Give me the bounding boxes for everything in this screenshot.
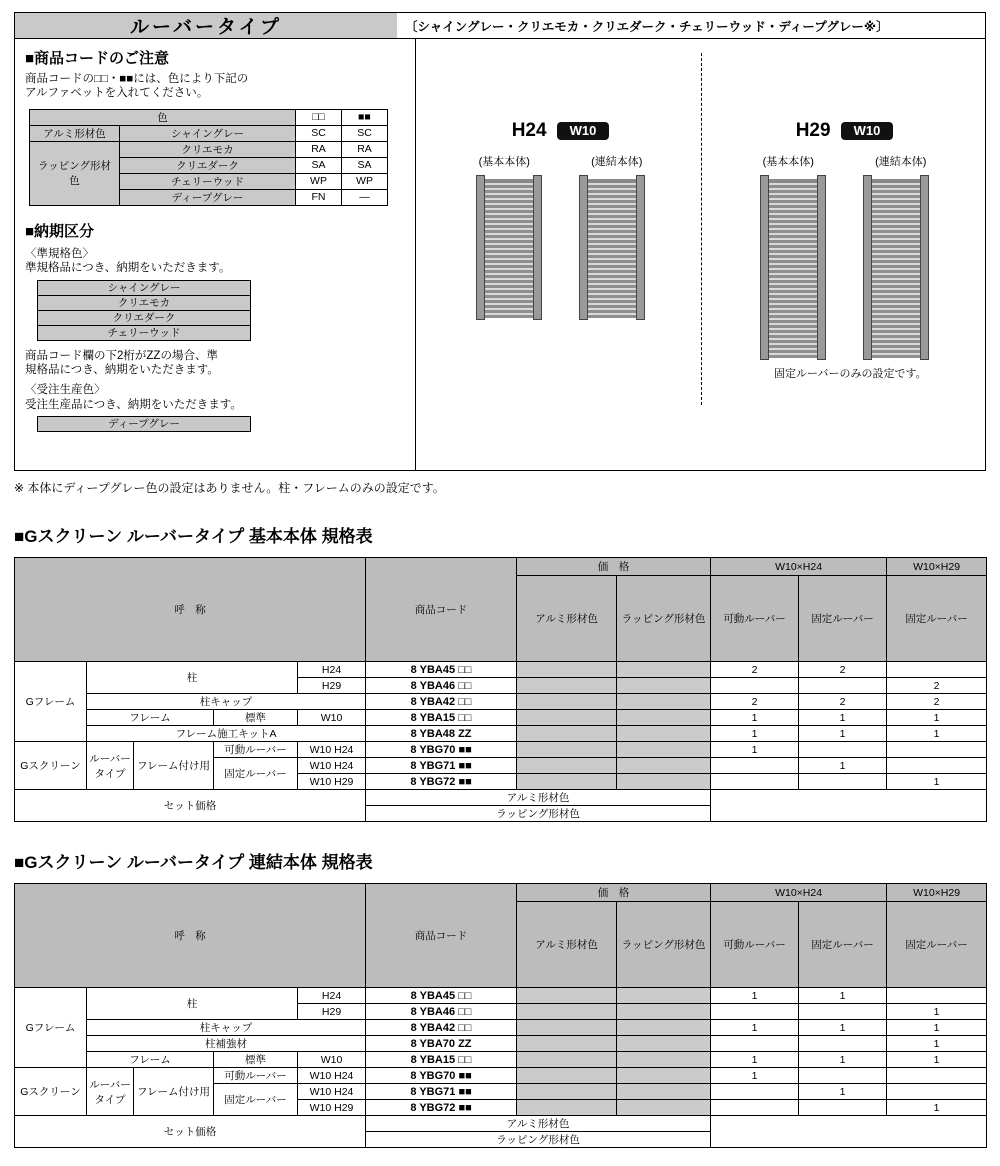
cell-price-wrapping [617, 1052, 711, 1068]
cell-qty-fixed: 1 [799, 710, 887, 726]
color-table-header-open-squares: □□ [296, 109, 342, 125]
cell-qty-fixed [799, 1036, 887, 1052]
unit-labels-row [732, 153, 957, 169]
col-header-price: 価 格 [517, 884, 711, 902]
table-row [15, 1068, 987, 1084]
cell-size: W10 H24 [298, 742, 366, 758]
cell-qty-movable [711, 1084, 799, 1100]
louver-panels-row [732, 175, 957, 360]
col-header-price: 価 格 [517, 558, 711, 576]
cell-qty-fixed-h29: 1 [887, 774, 987, 790]
color-code-filled: WP [342, 173, 388, 189]
cell-part-name: 柱補強材 [87, 1036, 366, 1052]
cell-set-price-label: セット価格 [15, 1116, 366, 1148]
cell-qty-fixed-h29 [887, 1084, 987, 1100]
color-name: シャイングレー [120, 125, 296, 141]
cell-price-aluminum [517, 1084, 617, 1100]
cell-set-aluminum: アルミ形材色 [366, 790, 711, 806]
cell-qty-fixed-h29 [887, 1068, 987, 1084]
col-header-fixed-h29: 固定ルーバー [887, 902, 987, 988]
cell-qty-fixed [799, 774, 887, 790]
cell-qty-movable: 1 [711, 1020, 799, 1036]
code-notice-line2: アルファベットを入れてください。 [25, 87, 209, 100]
louver-post [476, 175, 485, 320]
cell-product-code: 8 YBG70 ■■ [366, 1068, 517, 1084]
cell-group: Gフレーム [15, 662, 87, 742]
cell-qty-fixed-h29 [887, 988, 987, 1004]
cell-size: W10 [298, 1052, 366, 1068]
table-row [15, 1052, 987, 1068]
louver-slats [588, 179, 636, 318]
cell-price-wrapping [617, 988, 711, 1004]
cell-price-aluminum [517, 662, 617, 678]
color-code-filled: SC [342, 125, 388, 141]
cell-qty-fixed-h29: 1 [887, 1004, 987, 1020]
col-header-code: 商品コード [366, 558, 517, 662]
cell-price-wrapping [617, 1084, 711, 1100]
cell-qty-movable: 1 [711, 1052, 799, 1068]
cell-product-code: 8 YBG72 ■■ [366, 1100, 517, 1116]
cell-product-code: 8 YBA42 □□ [366, 1020, 517, 1036]
cell-price-wrapping [617, 1036, 711, 1052]
group-wrapping-label: ラッピング形材色 [30, 141, 120, 205]
base-unit-label: (基本本体) [478, 156, 530, 168]
cell-louver-type: 固定ルーバー [214, 1084, 298, 1116]
cell-price-wrapping [617, 742, 711, 758]
cell-price-aluminum [517, 1020, 617, 1036]
cell-product-code: 8 YBA15 □□ [366, 1052, 517, 1068]
cell-qty-movable [711, 1004, 799, 1020]
table-row [15, 1020, 987, 1036]
col-header-size1: W10×H24 [711, 558, 887, 576]
louver-post [533, 175, 542, 320]
cell-price-aluminum [517, 774, 617, 790]
cell-qty-movable: 1 [711, 988, 799, 1004]
cell-size: W10 H29 [298, 1100, 366, 1116]
color-code-filled: RA [342, 141, 388, 157]
title-bar [14, 12, 986, 39]
cell-qty-fixed [799, 1004, 887, 1020]
cell-set-price-label: セット価格 [15, 790, 366, 822]
cell-qty-movable: 1 [711, 726, 799, 742]
cell-product-code: 8 YBG70 ■■ [366, 742, 517, 758]
code-notice-heading: ■商品コードのご注意 [25, 50, 170, 67]
spec-basic-heading: ■Gスクリーン ルーバータイプ 基本本体 規格表 [14, 527, 373, 546]
cell-price-aluminum [517, 1052, 617, 1068]
cell-qty-movable: 2 [711, 694, 799, 710]
zz-note-line2: 規格品につき、納期をいただきます。 [25, 363, 219, 376]
cell-product-code: 8 YBA15 □□ [366, 710, 517, 726]
table-row [15, 790, 987, 806]
col-header-code: 商品コード [366, 884, 517, 988]
cell-part-sub: フレーム付け用 [134, 1068, 214, 1116]
cell-louver-type: 固定ルーバー [214, 758, 298, 790]
cell-qty-fixed [799, 678, 887, 694]
semi-standard-title: 〈準規格色〉 [25, 247, 94, 260]
cell-price-aluminum [517, 1036, 617, 1052]
louver-post [636, 175, 645, 320]
cell-price-aluminum [517, 1068, 617, 1084]
cell-qty-movable [711, 678, 799, 694]
semi-color-item: チェリーウッド [37, 325, 251, 341]
diagram-panel [416, 39, 985, 470]
cell-part-sub: フレーム付け用 [134, 742, 214, 790]
link-unit-label: (連結本体) [875, 156, 927, 168]
louver-illustration-base [760, 175, 826, 360]
table-row [15, 1116, 987, 1132]
col-header-wrapping: ラッピング形材色 [617, 902, 711, 988]
cell-qty-movable [711, 1036, 799, 1052]
height-label: H24 [511, 120, 547, 141]
col-header-movable: 可動ルーバー [711, 576, 799, 662]
cell-qty-fixed [799, 1068, 887, 1084]
cell-size: W10 H24 [298, 1084, 366, 1100]
cell-size: H24 [298, 988, 366, 1004]
table-row [15, 694, 987, 710]
louver-illustration-base [476, 175, 542, 320]
cell-qty-fixed: 2 [799, 662, 887, 678]
cell-price-wrapping [617, 774, 711, 790]
semi-color-item: シャイングレー [37, 280, 251, 296]
table-row [15, 988, 987, 1004]
height-label: H29 [795, 120, 831, 141]
col-header-aluminum: アルミ形材色 [517, 902, 617, 988]
louver-post [760, 175, 769, 360]
cell-qty-fixed: 1 [799, 988, 887, 1004]
cell-price-aluminum [517, 1004, 617, 1020]
louver-post [863, 175, 872, 360]
cell-qty-movable: 1 [711, 742, 799, 758]
cell-group: Gスクリーン [15, 742, 87, 790]
cell-price-wrapping [617, 1004, 711, 1020]
cell-qty-fixed-h29: 1 [887, 1052, 987, 1068]
cell-qty-movable: 1 [711, 710, 799, 726]
cell-qty-fixed-h29 [887, 742, 987, 758]
cell-product-code: 8 YBA48 ZZ [366, 726, 517, 742]
cell-price-aluminum [517, 742, 617, 758]
cell-qty-fixed-h29: 1 [887, 726, 987, 742]
col-header-movable: 可動ルーバー [711, 902, 799, 988]
cell-qty-fixed-h29: 2 [887, 694, 987, 710]
cell-size: H24 [298, 662, 366, 678]
cell-qty-fixed-h29: 2 [887, 678, 987, 694]
color-code-open: SC [296, 125, 342, 141]
cell-qty-movable [711, 774, 799, 790]
color-code-table [29, 109, 388, 206]
cell-price-wrapping [617, 678, 711, 694]
cell-product-code: 8 YBA46 □□ [366, 1004, 517, 1020]
cell-group: Gスクリーン [15, 1068, 87, 1116]
code-notice-line1: 商品コードの□□・■■には、色により下記の [25, 73, 249, 85]
cell-qty-fixed: 2 [799, 694, 887, 710]
col-header-size2: W10×H29 [887, 884, 987, 902]
cell-part-name: 柱キャップ [87, 694, 366, 710]
cell-set-blank [711, 1116, 987, 1148]
cell-size: W10 H29 [298, 774, 366, 790]
cell-price-wrapping [617, 1020, 711, 1036]
cell-price-aluminum [517, 694, 617, 710]
cell-qty-fixed-h29: 1 [887, 1020, 987, 1036]
color-code-open: RA [296, 141, 342, 157]
color-name: ディープグレー [120, 189, 296, 205]
color-name: クリエモカ [120, 141, 296, 157]
deep-gray-footnote: ※ 本体にディープグレー色の設定はありません。柱・フレームのみの設定です。 [14, 481, 445, 495]
made-to-order-desc: 受注生産品につき、納期をいただきます。 [25, 398, 242, 411]
color-name: チェリーウッド [120, 173, 296, 189]
cell-part-sub: 標準 [214, 1052, 298, 1068]
made-to-order-title: 〈受注生産色〉 [25, 384, 106, 397]
cell-price-wrapping [617, 726, 711, 742]
cell-part-name: フレーム施工キットA [87, 726, 366, 742]
cell-price-aluminum [517, 726, 617, 742]
cell-qty-fixed: 1 [799, 758, 887, 774]
dashed-divider [701, 53, 702, 405]
width-badge: W10 [557, 122, 610, 140]
table-row [15, 742, 987, 758]
louver-slats [769, 179, 817, 358]
cell-qty-fixed-h29 [887, 758, 987, 774]
cell-size: W10 [298, 710, 366, 726]
cell-qty-fixed-h29 [887, 662, 987, 678]
color-code-filled: — [342, 189, 388, 205]
link-unit-label: (連結本体) [591, 156, 643, 168]
col-header-wrapping: ラッピング形材色 [617, 576, 711, 662]
cell-qty-movable [711, 1100, 799, 1116]
cell-product-code: 8 YBG72 ■■ [366, 774, 517, 790]
cell-qty-fixed-h29: 1 [887, 1036, 987, 1052]
cell-qty-movable: 2 [711, 662, 799, 678]
cell-price-wrapping [617, 1100, 711, 1116]
cell-part-sub: 標準 [214, 710, 298, 726]
cell-qty-fixed-h29: 1 [887, 710, 987, 726]
cell-qty-fixed: 1 [799, 1084, 887, 1100]
cell-qty-fixed: 1 [799, 1052, 887, 1068]
table-row [15, 662, 987, 678]
cell-set-wrapping: ラッピング形材色 [366, 806, 711, 822]
cell-part-name: 柱キャップ [87, 1020, 366, 1036]
group-aluminum-label: アルミ形材色 [30, 125, 120, 141]
col-header-name: 呼 称 [15, 884, 366, 988]
cell-price-aluminum [517, 988, 617, 1004]
louver-post [817, 175, 826, 360]
main-info-box [14, 39, 986, 471]
cell-price-aluminum [517, 710, 617, 726]
table-row [15, 710, 987, 726]
cell-price-wrapping [617, 758, 711, 774]
zz-note-line1: 商品コード欄の下2桁がZZの場合、準 [25, 349, 218, 362]
cell-size: W10 H24 [298, 1068, 366, 1084]
color-code-filled: SA [342, 157, 388, 173]
available-colors-note: 〔シャイングレー・クリエモカ・クリエダーク・チェリーウッド・ディープグレー※〕 [405, 19, 889, 34]
cell-qty-fixed: 1 [799, 1020, 887, 1036]
color-code-open: SA [296, 157, 342, 173]
table-row [15, 726, 987, 742]
spec-linked-table [14, 883, 987, 1148]
cell-part-name: フレーム [87, 1052, 214, 1068]
cell-qty-fixed-h29: 1 [887, 1100, 987, 1116]
spec-linked-heading: ■Gスクリーン ルーバータイプ 連結本体 規格表 [14, 853, 373, 872]
louver-illustration-link [863, 175, 929, 360]
cell-price-wrapping [617, 662, 711, 678]
cell-product-code: 8 YBA45 □□ [366, 662, 517, 678]
cell-product-code: 8 YBA70 ZZ [366, 1036, 517, 1052]
color-table-header-filled-squares: ■■ [342, 109, 388, 125]
mto-color-item: ディープグレー [37, 416, 251, 432]
cell-product-code: 8 YBG71 ■■ [366, 1084, 517, 1100]
cell-qty-movable: 1 [711, 1068, 799, 1084]
cell-set-wrapping: ラッピング形材色 [366, 1132, 711, 1148]
diagram-group-h24 [448, 119, 673, 320]
cell-price-aluminum [517, 678, 617, 694]
cell-price-wrapping [617, 710, 711, 726]
size-row [448, 119, 673, 143]
semi-color-item: クリエダーク [37, 310, 251, 326]
semi-standard-desc: 準規格品につき、納期をいただきます。 [25, 262, 231, 275]
cell-qty-fixed [799, 742, 887, 758]
diagram-group-h29 [732, 119, 957, 360]
cell-qty-movable [711, 758, 799, 774]
cell-part-name: 柱 [87, 662, 298, 694]
col-header-size1: W10×H24 [711, 884, 887, 902]
semi-color-item: クリエモカ [37, 295, 251, 311]
col-header-fixed: 固定ルーバー [799, 576, 887, 662]
louver-illustration-link [579, 175, 645, 320]
cell-part-name: ルーバータイプ [87, 1068, 134, 1116]
unit-labels-row [448, 153, 673, 169]
base-unit-label: (基本本体) [762, 156, 814, 168]
col-header-fixed-h29: 固定ルーバー [887, 576, 987, 662]
cell-price-wrapping [617, 694, 711, 710]
louver-panels-row [448, 175, 673, 320]
color-code-open: WP [296, 173, 342, 189]
cell-part-name: ルーバータイプ [87, 742, 134, 790]
cell-qty-fixed: 1 [799, 726, 887, 742]
cell-price-aluminum [517, 1100, 617, 1116]
louver-post [920, 175, 929, 360]
spec-basic-table [14, 557, 987, 822]
cell-size: W10 H24 [298, 758, 366, 774]
fixed-louver-note: 固定ルーバーのみの設定です。 [774, 368, 927, 380]
louver-slats [485, 179, 533, 318]
col-header-name: 呼 称 [15, 558, 366, 662]
width-badge: W10 [841, 122, 894, 140]
cell-louver-type: 可動ルーバー [214, 1068, 298, 1084]
cell-group: Gフレーム [15, 988, 87, 1068]
table-row [15, 1036, 987, 1052]
cell-price-aluminum [517, 758, 617, 774]
cell-product-code: 8 YBA45 □□ [366, 988, 517, 1004]
cell-qty-fixed [799, 1100, 887, 1116]
cell-set-aluminum: アルミ形材色 [366, 1116, 711, 1132]
col-header-fixed: 固定ルーバー [799, 902, 887, 988]
color-table-header-color: 色 [30, 109, 296, 125]
cell-set-blank [711, 790, 987, 822]
size-row [732, 119, 957, 143]
col-header-aluminum: アルミ形材色 [517, 576, 617, 662]
cell-part-name: 柱 [87, 988, 298, 1020]
cell-product-code: 8 YBA42 □□ [366, 694, 517, 710]
cell-product-code: 8 YBG71 ■■ [366, 758, 517, 774]
page-title: ルーバータイプ [15, 13, 397, 38]
cell-product-code: 8 YBA46 □□ [366, 678, 517, 694]
cell-size: H29 [298, 1004, 366, 1020]
louver-slats [872, 179, 920, 358]
cell-size: H29 [298, 678, 366, 694]
col-header-size2: W10×H29 [887, 558, 987, 576]
color-code-open: FN [296, 189, 342, 205]
notes-panel [15, 39, 416, 470]
delivery-heading: ■納期区分 [25, 222, 95, 240]
cell-price-wrapping [617, 1068, 711, 1084]
cell-part-name: フレーム [87, 710, 214, 726]
louver-post [579, 175, 588, 320]
cell-louver-type: 可動ルーバー [214, 742, 298, 758]
color-name: クリエダーク [120, 157, 296, 173]
